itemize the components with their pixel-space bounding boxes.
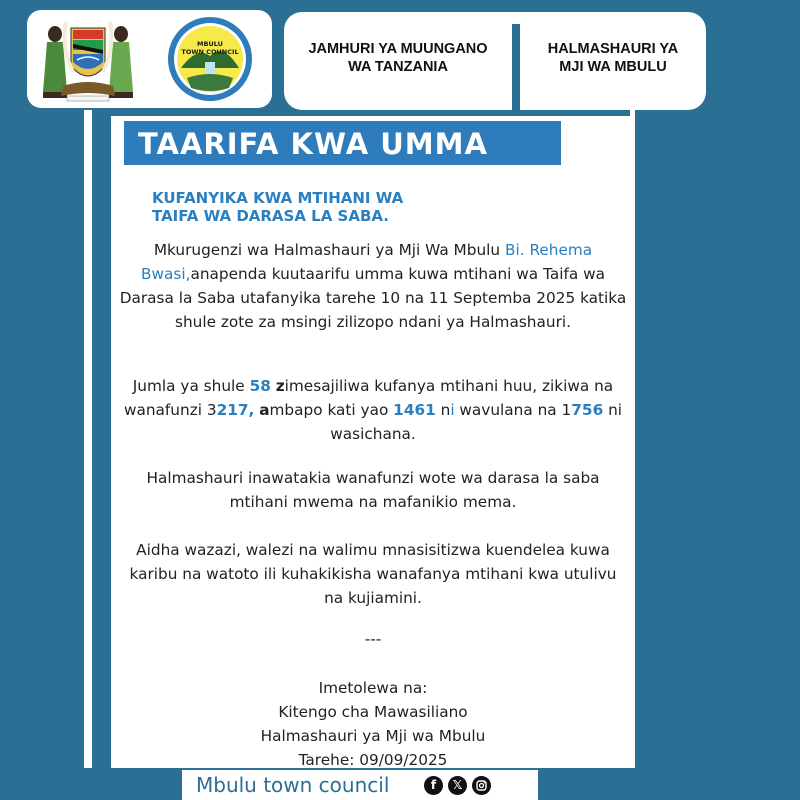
notice-title: TAARIFA KWA UMMA	[138, 127, 488, 161]
notice-subheading	[152, 189, 492, 225]
students-count: 217,	[216, 401, 255, 419]
tanzania-coat-of-arms-icon	[33, 14, 143, 104]
signature-block	[118, 676, 628, 772]
paper-edge-left	[84, 110, 92, 768]
country-name	[284, 40, 512, 76]
issue-date: Tarehe: 09/09/2025	[298, 751, 448, 769]
paragraph-announcement: Mkurugenzi wa Halmashauri ya Mji Wa Mbulu Bi. Rehema Bwasi,anapenda kuutaarifu umma kuwa mtihani wa Taifa wa Darasa la Saba utafanyika tarehe 10 na 11 Septemba 2025 katika shule zote za msingi zilizopo ndani ya Halmashauri.	[119, 241, 627, 331]
council-name-line2: MJI WA MBULU	[559, 59, 667, 75]
instagram-icon[interactable]	[472, 776, 491, 795]
issuer-org: Halmashauri ya Mji wa Mbulu	[260, 727, 486, 745]
seal-label: MBULU TOWN COUNCIL	[181, 40, 239, 56]
logos-panel	[27, 10, 272, 108]
country-name-line1: JAMHURI YA MUUNGANO	[308, 41, 488, 57]
girls-count: 756	[571, 401, 604, 419]
header-panel	[284, 12, 706, 110]
x-icon[interactable]: 𝕏	[448, 776, 467, 795]
footer-bar	[182, 770, 538, 800]
country-name-line2: WA TANZANIA	[348, 59, 448, 75]
mbulu-town-council-seal-icon	[167, 16, 253, 102]
director-name: Bi. Rehema Bwasi,	[141, 241, 593, 283]
subheading-line2: TAIFA WA DARASA LA SABA.	[152, 207, 389, 225]
paragraph-wishes: Halmashauri inawatakia wanafunzi wote wa darasa la saba mtihani mwema na mafanikio mema.	[146, 469, 600, 511]
boys-count: 1461	[393, 401, 436, 419]
subheading-line1: KUFANYIKA KWA MTIHANI WA	[152, 189, 404, 207]
issued-label: Imetolewa na:	[318, 679, 428, 697]
footer-brand: Mbulu town council	[196, 773, 390, 797]
paragraph-statistics: Jumla ya shule 58 zimesajiliwa kufanya mtihani huu, zikiwa na wanafunzi 3217, ambapo kati yao 1461 ni wavulana na 1756 ni wasichana.	[123, 377, 623, 443]
council-name-line1: HALMASHAURI YA	[547, 41, 679, 57]
facebook-icon[interactable]: f	[424, 776, 443, 795]
header-divider	[512, 24, 520, 112]
paragraph-appeal: Aidha wazazi, walezi na walimu mnasisitizwa kuendelea kuwa karibu na watoto ili kuhakikisha wanafanya mtihani kwa utulivu na kujiamini.	[129, 541, 617, 607]
notice-banner	[124, 121, 561, 165]
separator: ---	[364, 630, 382, 648]
issuer-unit: Kitengo cha Mawasiliano	[278, 703, 468, 721]
council-name	[520, 40, 706, 76]
schools-count: 58	[249, 377, 271, 395]
